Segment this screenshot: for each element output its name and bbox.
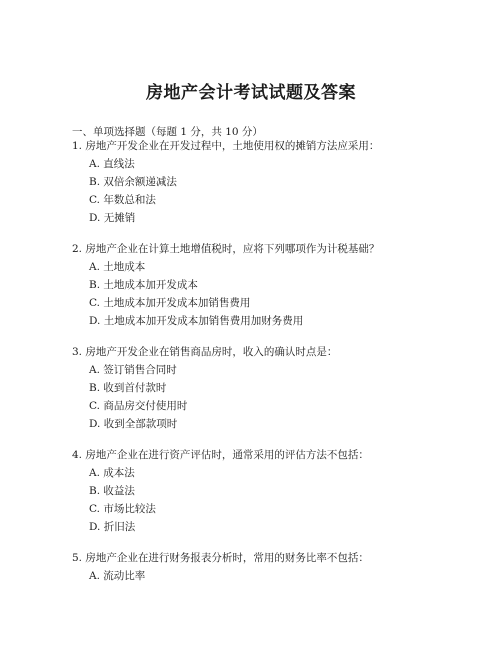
option-b: B. 收到首付款时 (89, 382, 167, 394)
option-d: D. 土地成本加开发成本加销售费用加财务费用 (89, 315, 304, 327)
question-text: 1. 房地产开发企业在开发过程中，土地使用权的摊销方法应采用： (72, 140, 380, 152)
question-3 (72, 343, 472, 433)
option-a: A. 签订销售合同时 (89, 364, 177, 376)
option-list (72, 155, 472, 227)
question-text: 4. 房地产企业在进行资产评估时，通常采用的评估方法不包括： (72, 449, 369, 461)
question-text: 5. 房地产企业在进行财务报表分析时，常用的财务比率不包括： (72, 552, 369, 564)
question-2 (72, 240, 472, 330)
option-a: A. 成本法 (89, 467, 135, 479)
section-heading: 一、单项选择题（每题 1 分，共 10 分） (72, 126, 263, 138)
option-list (72, 361, 472, 433)
option-list (72, 464, 472, 536)
option-c: C. 商品房交付使用时 (89, 400, 188, 412)
option-d: D. 收到全部款项时 (89, 418, 178, 430)
option-b: B. 收益法 (89, 485, 135, 497)
option-list (72, 258, 472, 330)
option-c: C. 市场比较法 (89, 503, 156, 515)
option-c: C. 年数总和法 (89, 194, 156, 206)
question-4 (72, 446, 472, 536)
question-1 (72, 137, 472, 227)
option-a: A. 直线法 (89, 158, 135, 170)
document-title: 房地产会计考试试题及答案 (146, 83, 356, 103)
option-b: B. 双倍余额递减法 (89, 176, 177, 188)
option-a: A. 流动比率 (89, 570, 146, 582)
question-5 (72, 549, 472, 585)
option-b: B. 土地成本加开发成本 (89, 279, 198, 291)
option-c: C. 土地成本加开发成本加销售费用 (89, 297, 251, 309)
option-a: A. 土地成本 (89, 261, 146, 273)
option-d: D. 折旧法 (89, 521, 136, 533)
option-d: D. 无摊销 (89, 212, 136, 224)
question-text: 2. 房地产企业在计算土地增值税时，应将下列哪项作为计税基础？ (72, 243, 380, 255)
question-text: 3. 房地产开发企业在销售商品房时，收入的确认时点是： (72, 346, 338, 358)
option-list (72, 567, 472, 585)
